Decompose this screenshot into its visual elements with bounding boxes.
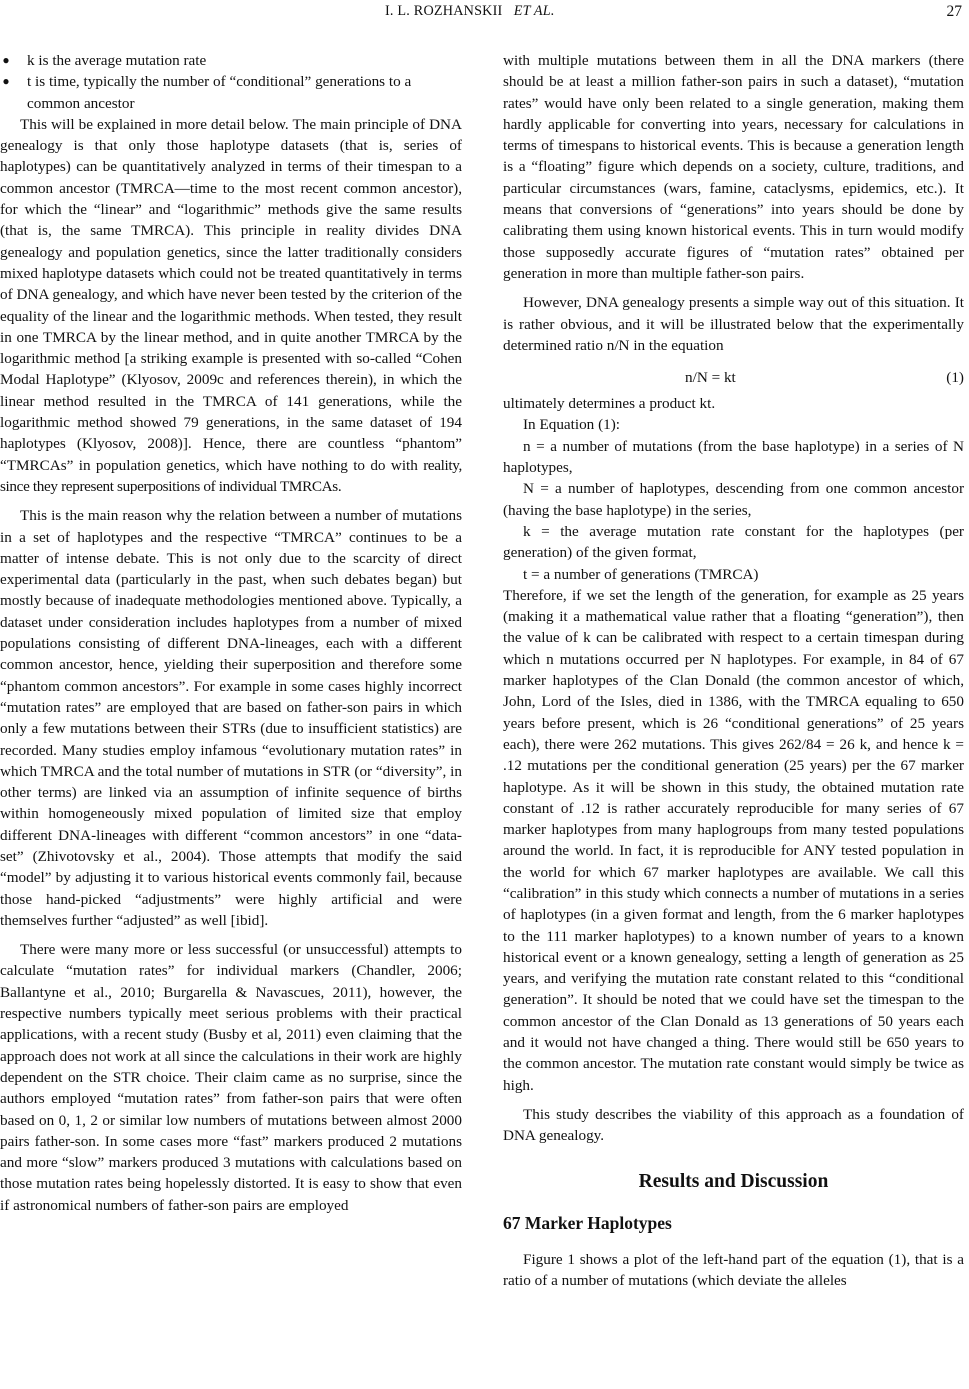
- paragraph-figure-1: Figure 1 shows a plot of the left-hand part of the equation (1), that is a ratio of a number of mutations (which deviate the alleles: [503, 1250, 964, 1289]
- paragraph-therefore: Therefore, if we set the length of the generation, for example as 25 years (making it a mathematical value rather that a floating “generation”), then the value of k can be calibrated with respect to a certain timespan during which n mutations occurred per N haplotypes. For example, in 84 of 67 marker haplotypes of the Clan Donald (the common ancestor of which, John, Lord of the Isles, died in 1386, with the TMRCA equaling to 650 years before present, which is 26 “conditional generations” of 25 years each), there were 262 mutations. This gives 262/84 = 26 k, and hence k = .12 mutations per the conditional generation (25 years) per the 67 marker haplotype. As it will be shown in this study, the obtained mutation rate constant of .12 is rather accurately reproducible for many series of 67 marker haplotypes from many haplogroups from many tested populations around the world. In fact, it is reproducible for ANY tested population in the world for which 67 marker haplotypes are available. We call this “calibration” in this study which connects a number of mutations in a series of haplotypes (in a given format and length, from the 6 marker haplotypes to the 111 marker haplotypes) to a known number of years to a known historical event or a known genealogy, setting a length of generation as 25 years, and verifying the mutation rate constant related to this “conditional generation”. It should be noted that we could have set the timespan to the common ancestor of the Clan Donald as 13 generations of 50 years each and it would not have changed a thing. There would still be 650 years to the common ancestor. The mutation rate constant would simply be twice as high.: [503, 586, 964, 1094]
- paragraph-after-equation: ultimately determines a product kt.: [503, 395, 716, 413]
- paragraph-simple-way: However, DNA genealogy presents a simple way out of this situation. It is rather obvious, and it will be illustrated below that the experimentally determined ratio n/N in the equation: [503, 294, 964, 354]
- running-head-authors: I. L. ROZHANSKII: [385, 3, 503, 19]
- bullet-icon: ●: [2, 74, 10, 89]
- running-head-etal: ET AL.: [513, 3, 555, 19]
- bullet-item-k: [0, 50, 462, 71]
- paragraph-main-principle: [0, 114, 462, 497]
- paragraph-viability: This study describes the viability of this approach as a foundation of DNA genealogy.: [503, 1105, 964, 1145]
- bullet-icon: ●: [2, 53, 10, 67]
- paragraph-main-principle-tail: reality, since they represent superpositions of individual TMRCAs.: [0, 456, 462, 495]
- right-column: [503, 50, 964, 1291]
- running-head: [385, 1, 555, 22]
- paragraph-attempts: There were many more or less successful (or unsuccessful) attempts to calculate “mutation rates” for individual markers (Chandler, 2006; Ballantyne et al., 2010; Burgarella & Navascues, 2011), however, the respective numbers typically meet serious problems with their practical applications, with a recent study (Busby et al, 2011) even claiming that the approach does not work at all since the calculations in their work are highly dependent on the STR choice. Their claim came as no surprise, since the authors employed “mutation rates” from father-son pairs that were often based on 0, 1, 2 or similar low numbers of mutations between almost 2000 pairs father-son. In some cases more “fast” markers produced 2 mutations and more “slow” markers produced 3 mutations with calculations based on those mutation rates being hopelessly distorted. It is easy to show that even if astronomical numbers of father-son pairs are employed: [0, 941, 462, 1214]
- paragraph-continued: with multiple mutations between them in all the DNA markers (there should be at least a million father-son pairs in such a dataset), “mutation rates” would have only been related to a single generation, making them hardly applicable for converting into years, necessary for calculations in terms of timespans to historical events. This is because a generation length is a “floating” figure which depends on a society, culture, traditions, and particular circumstances (wars, famine, cataclysms, epidemics, etc.). It means that conversions of “generations” into years should be done by calibrating them using known historical events. This in turn would modify those supposedly accurate figures of “mutation rates” obtained per generation in more than multiple father-son pairs.: [503, 52, 964, 282]
- page-number: 27: [946, 3, 962, 20]
- bullet-text: k is the average mutation rate: [27, 52, 207, 69]
- left-column: [0, 50, 462, 1216]
- subsection-title: 67 Marker Haplotypes: [503, 1212, 672, 1233]
- definition-N: N = a number of haplotypes, descending from one common ancestor (having the base haplotype) in the series,: [503, 480, 964, 519]
- bullet-text: t is time, typically the number of “conditional” generations to a common ancestor: [27, 73, 412, 112]
- paragraph-main-reason: This is the main reason why the relation between a number of mutations in a set of haplotypes and the respective “TMRCA” continues to be a matter of intense debate. This is not only due to the scarcity of direct experimental data (particularly in the past, when such debates began) but mostly because of inadequate methodologies mentioned above. Typically, a dataset under consideration includes haplotypes from a number of mixed populations consisting of different DNA-lineages, each with a different common ancestor, hence, yielding their superposition and therefore some “phantom common ancestors”. For example in some cases highly incorrect “mutation rates” are employed that are based on father-son pairs in which only a few mutations between their STRs (due to insufficient statistics) are recorded. Many studies employ infamous “evolutionary mutation rates” in which TMRCA and the total number of mutations in STR (or “diversity”, in other terms) are linked via an assumption of infinite sequence of births within homogeneously mixed population of limited size that employ different DNA-lineages with different “common ancestors” in one “data-set” (Zhivotovsky et al., 2004). Those attempts that modify the said “model” by adjusting it to various historical events commonly fail, because those hand-picked “adjustments” were highly artificial and were themselves further “adjusted” as well [ibid].: [0, 507, 462, 929]
- section-title: Results and Discussion: [638, 1170, 829, 1192]
- definition-k: k = the average mutation rate constant for the haplotypes (per generation) of the given format,: [503, 522, 964, 562]
- paragraph-main-principle-text: This will be explained in more detail below. The main principle of DNA genealogy is that only those haplotype datasets (that is, series of haplotypes) can be quantitatively analyzed in terms of their timespan to a common ancestor (TMRCA—time to the most recent common ancestor), for which the “linear” and “logarithmic” methods give the same results (that is, the same TMRCA). This principle in reality divides DNA genealogy and population genetics, since the latter traditionally considers mixed haplotype datasets which could not be treated quantitatively in terms of DNA genealogy, and which have never been tested by the criterion of the equality of the linear and the logarithmic methods. When tested, they result in one TMRCA by the linear method, and in quite another TMRCA by the logarithmic method [a striking example is presented with so-called “Cohen Modal Haplotype” (Klyosov, 2009c and references therein), in which the linear method resulted in the TMRCA of 141 generations, while the logarithmic method showed 79 generations, in the same dataset of 194 haplotypes (Klyosov, 2008)]. Hence, there are countless “phantom” “TMRCAs” in population genetics, which have nothing to do with: [0, 115, 462, 474]
- bullet-list: [0, 50, 462, 114]
- page-header: [0, 1, 969, 25]
- bullet-item-t: [0, 71, 462, 114]
- definition-n: n = a number of mutations (from the base haplotype) in a series of N haplotypes,: [503, 437, 964, 477]
- equation-body: n/N = kt: [685, 369, 736, 387]
- definitions-intro: In Equation (1):: [523, 416, 621, 434]
- equation-number: (1): [946, 369, 964, 387]
- equation-1: [503, 365, 964, 391]
- definition-t: t = a number of generations (TMRCA): [523, 565, 759, 583]
